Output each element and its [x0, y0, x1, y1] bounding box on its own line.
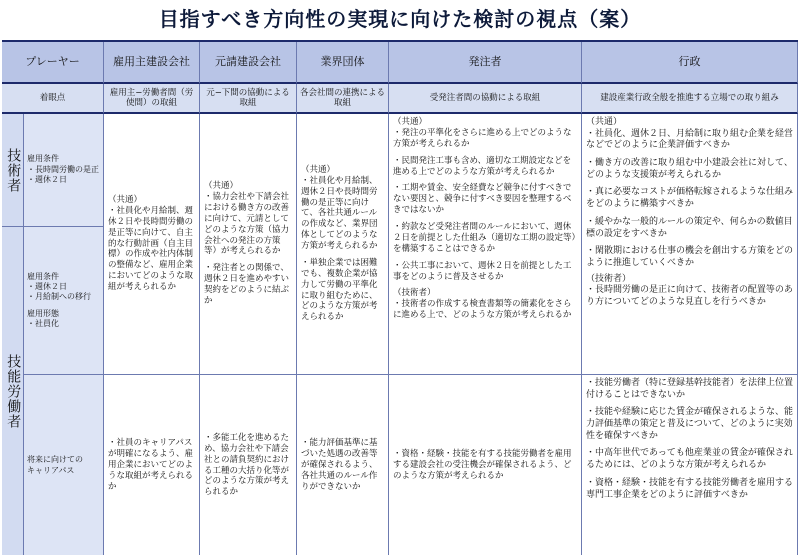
common-label: （共通）: [204, 181, 239, 192]
employer-common-cell: [104, 114, 200, 375]
side-label-skilled-worker: 技能労働者: [2, 227, 24, 555]
gov-career-item: ・中高年世代であっても他産業並の賃金が確保されるためには、どのような方策が考えられるか: [586, 448, 793, 471]
category-line: 雇用形態: [27, 308, 59, 318]
header-employer: 雇用主建設会社: [104, 42, 200, 84]
gov-item: ・働き方の改善に取り組む中小建設会社に対して、どのような支援策が考えられるか: [586, 158, 793, 180]
category-line: ・社員化: [27, 319, 59, 329]
category-line: 雇用条件: [27, 271, 59, 281]
client-common-cell: [389, 114, 582, 375]
category-line: ・週休２日: [27, 175, 67, 185]
policy-table: [2, 40, 798, 555]
prime-item: ・発注者との関係で、週休２日を進めやすい契約をどのように結ぶか: [204, 263, 290, 306]
gov-engineer-item: ・長時間労働の是正に向けて、技術者の配置等のあり方についてどのような見直しを行うべきか: [586, 285, 793, 307]
prime-career-cell: [200, 375, 297, 555]
category-line: キャリアパス: [27, 465, 75, 475]
header-client: 発注者: [389, 42, 582, 84]
client-career-cell: [389, 375, 582, 555]
category-line: ・長時間労働の是正: [27, 164, 99, 174]
header-prime-contractor: 元請建設会社: [200, 42, 297, 84]
gov-career-item: ・技能や経験に応じた賃金が確保されるような、能力評価基準の策定と普及について、どのように実効性を確保すべきか: [586, 407, 794, 441]
employer-career-cell: [104, 375, 200, 555]
client-item: ・発注の平準化をさらに進める上でどのような方策が考えられるか: [393, 127, 572, 149]
header-player: プレーヤー: [2, 42, 104, 84]
engineer-label: （技術者）: [586, 273, 632, 284]
category-line: ・週休２日: [27, 281, 67, 291]
industry-item: ・単独企業では困難でも、複数企業が協力して労働の平準化に取り組むために、どのような方策が考えられるか: [301, 257, 378, 323]
client-item: ・工期や賃金、安全経費など競争に付すべきでない要因と、競争に付すべき要因を整理するべきではないか: [393, 183, 572, 216]
subheader-client: 受発注者間の協動による取組: [389, 84, 582, 114]
subheader-government: 建設産業行政全般を推進する立場での取り組み: [582, 84, 798, 114]
engineer-label: （技術者）: [393, 288, 436, 299]
category-career-path: [24, 375, 104, 555]
industry-career-text: ・能力評価基準に基づいた処遇の改善等が確保されるよう、各社共通のルール作りができないか: [301, 438, 378, 492]
subheader-focus: 着眼点: [2, 84, 104, 114]
subheader-employer: 雇用主−労働者間（労使間）の取組: [104, 84, 200, 114]
client-item: ・民間発注工事も含め、適切な工期設定などを進める上でどのような方策が考えられるか: [393, 155, 572, 177]
common-label: （共通）: [586, 117, 623, 127]
subheader-prime-contractor: 元−下間の協動による取組: [200, 84, 297, 114]
gov-item: ・緩やかな一般的ルールの策定や、何らかの数値目標の設定をすべきか: [586, 216, 793, 239]
common-label: （共通）: [301, 164, 336, 175]
gov-career-item: ・技能労働者（特に登録基幹技能者）を法律上位置付けることはできないか: [586, 378, 794, 400]
gov-item: ・真に必要なコストが価格転嫁されるような仕組みをどのように構築すべきか: [586, 187, 794, 210]
common-label: （共通）: [108, 195, 143, 206]
page-title: 目指すべき方向性の実現に向けた検討の視点（案）: [158, 7, 642, 31]
client-engineer-item: ・技術者の作成する検査書類等の簡素化をさらに進める上で、どのような方策が考えられるか: [393, 299, 572, 321]
gov-common-cell: [582, 114, 798, 375]
gov-career-cell: [582, 375, 798, 555]
subheader-industry-group: 各会社間の連携による取組: [297, 84, 389, 114]
category-line: 雇用条件: [27, 154, 59, 164]
industry-common-cell: [297, 114, 389, 375]
common-label: （共通）: [393, 117, 428, 127]
category-line: 将来に向けての: [27, 455, 83, 465]
client-item: ・公共工事において、週休２日を前提とした工事をどのように普及させるか: [393, 260, 572, 282]
gov-career-item: ・資格・経験・技能を有する技能労働者を雇用する専門工事企業をどのように評価すべきか: [586, 477, 794, 500]
industry-career-cell: [297, 375, 389, 555]
header-government: 行政: [582, 42, 798, 84]
prime-item: ・協力会社や下請会社における働き方の改善に向けて、元請としてどのような方策（協力会社への発注の方策等）が考えられるか: [204, 192, 290, 257]
industry-item: ・社員化や月給制、週休２日や長時間労働の是正等に向けて、各社共通ルールの作成など、業界団体としてどのような方策が考えられるか: [301, 175, 378, 251]
client-career-text: ・資格・経験・技能を有する技能労働者を雇用する建設会社の受注機会が確保されるよう、どのような方策が考えられるか: [393, 449, 572, 481]
client-item: ・約款など受発注者間のルールにおいて、週休２日を前提とした仕組み（適切な工期の設定等）を構築することはできるか: [393, 222, 576, 254]
prime-common-cell: [200, 114, 297, 375]
gov-item: ・社員化、週休２日、月給制に取り組む企業を経営などでどのように企業評価すべきか: [586, 128, 794, 151]
side-label-engineer: 技術者: [2, 114, 24, 227]
employer-common-text: ・社員化や月給制、週休２日や長時間労働の是正等に向けて、自主的な行動計画（自主目標）の作成や社内体制の整備など、雇用企業においてどのような取組が考えられるか: [108, 205, 194, 293]
category-engineer: [24, 114, 104, 227]
employer-career-text: ・社員のキャリアパスが明確になるよう、雇用企業においてどのような取組が考えられるか: [108, 438, 194, 492]
category-line: ・月給制への移行: [27, 292, 91, 302]
category-skilled-employment: [24, 227, 104, 375]
header-industry-group: 業界団体: [297, 42, 389, 84]
prime-career-text: ・多能工化を進めるため、協力会社や下請会社との請負契約における工種の大括り化等がどのような方策が考えられるか: [204, 432, 290, 498]
gov-item: ・閑散期における仕事の機会を創出する方策をどのように推進していくべきか: [586, 246, 794, 268]
